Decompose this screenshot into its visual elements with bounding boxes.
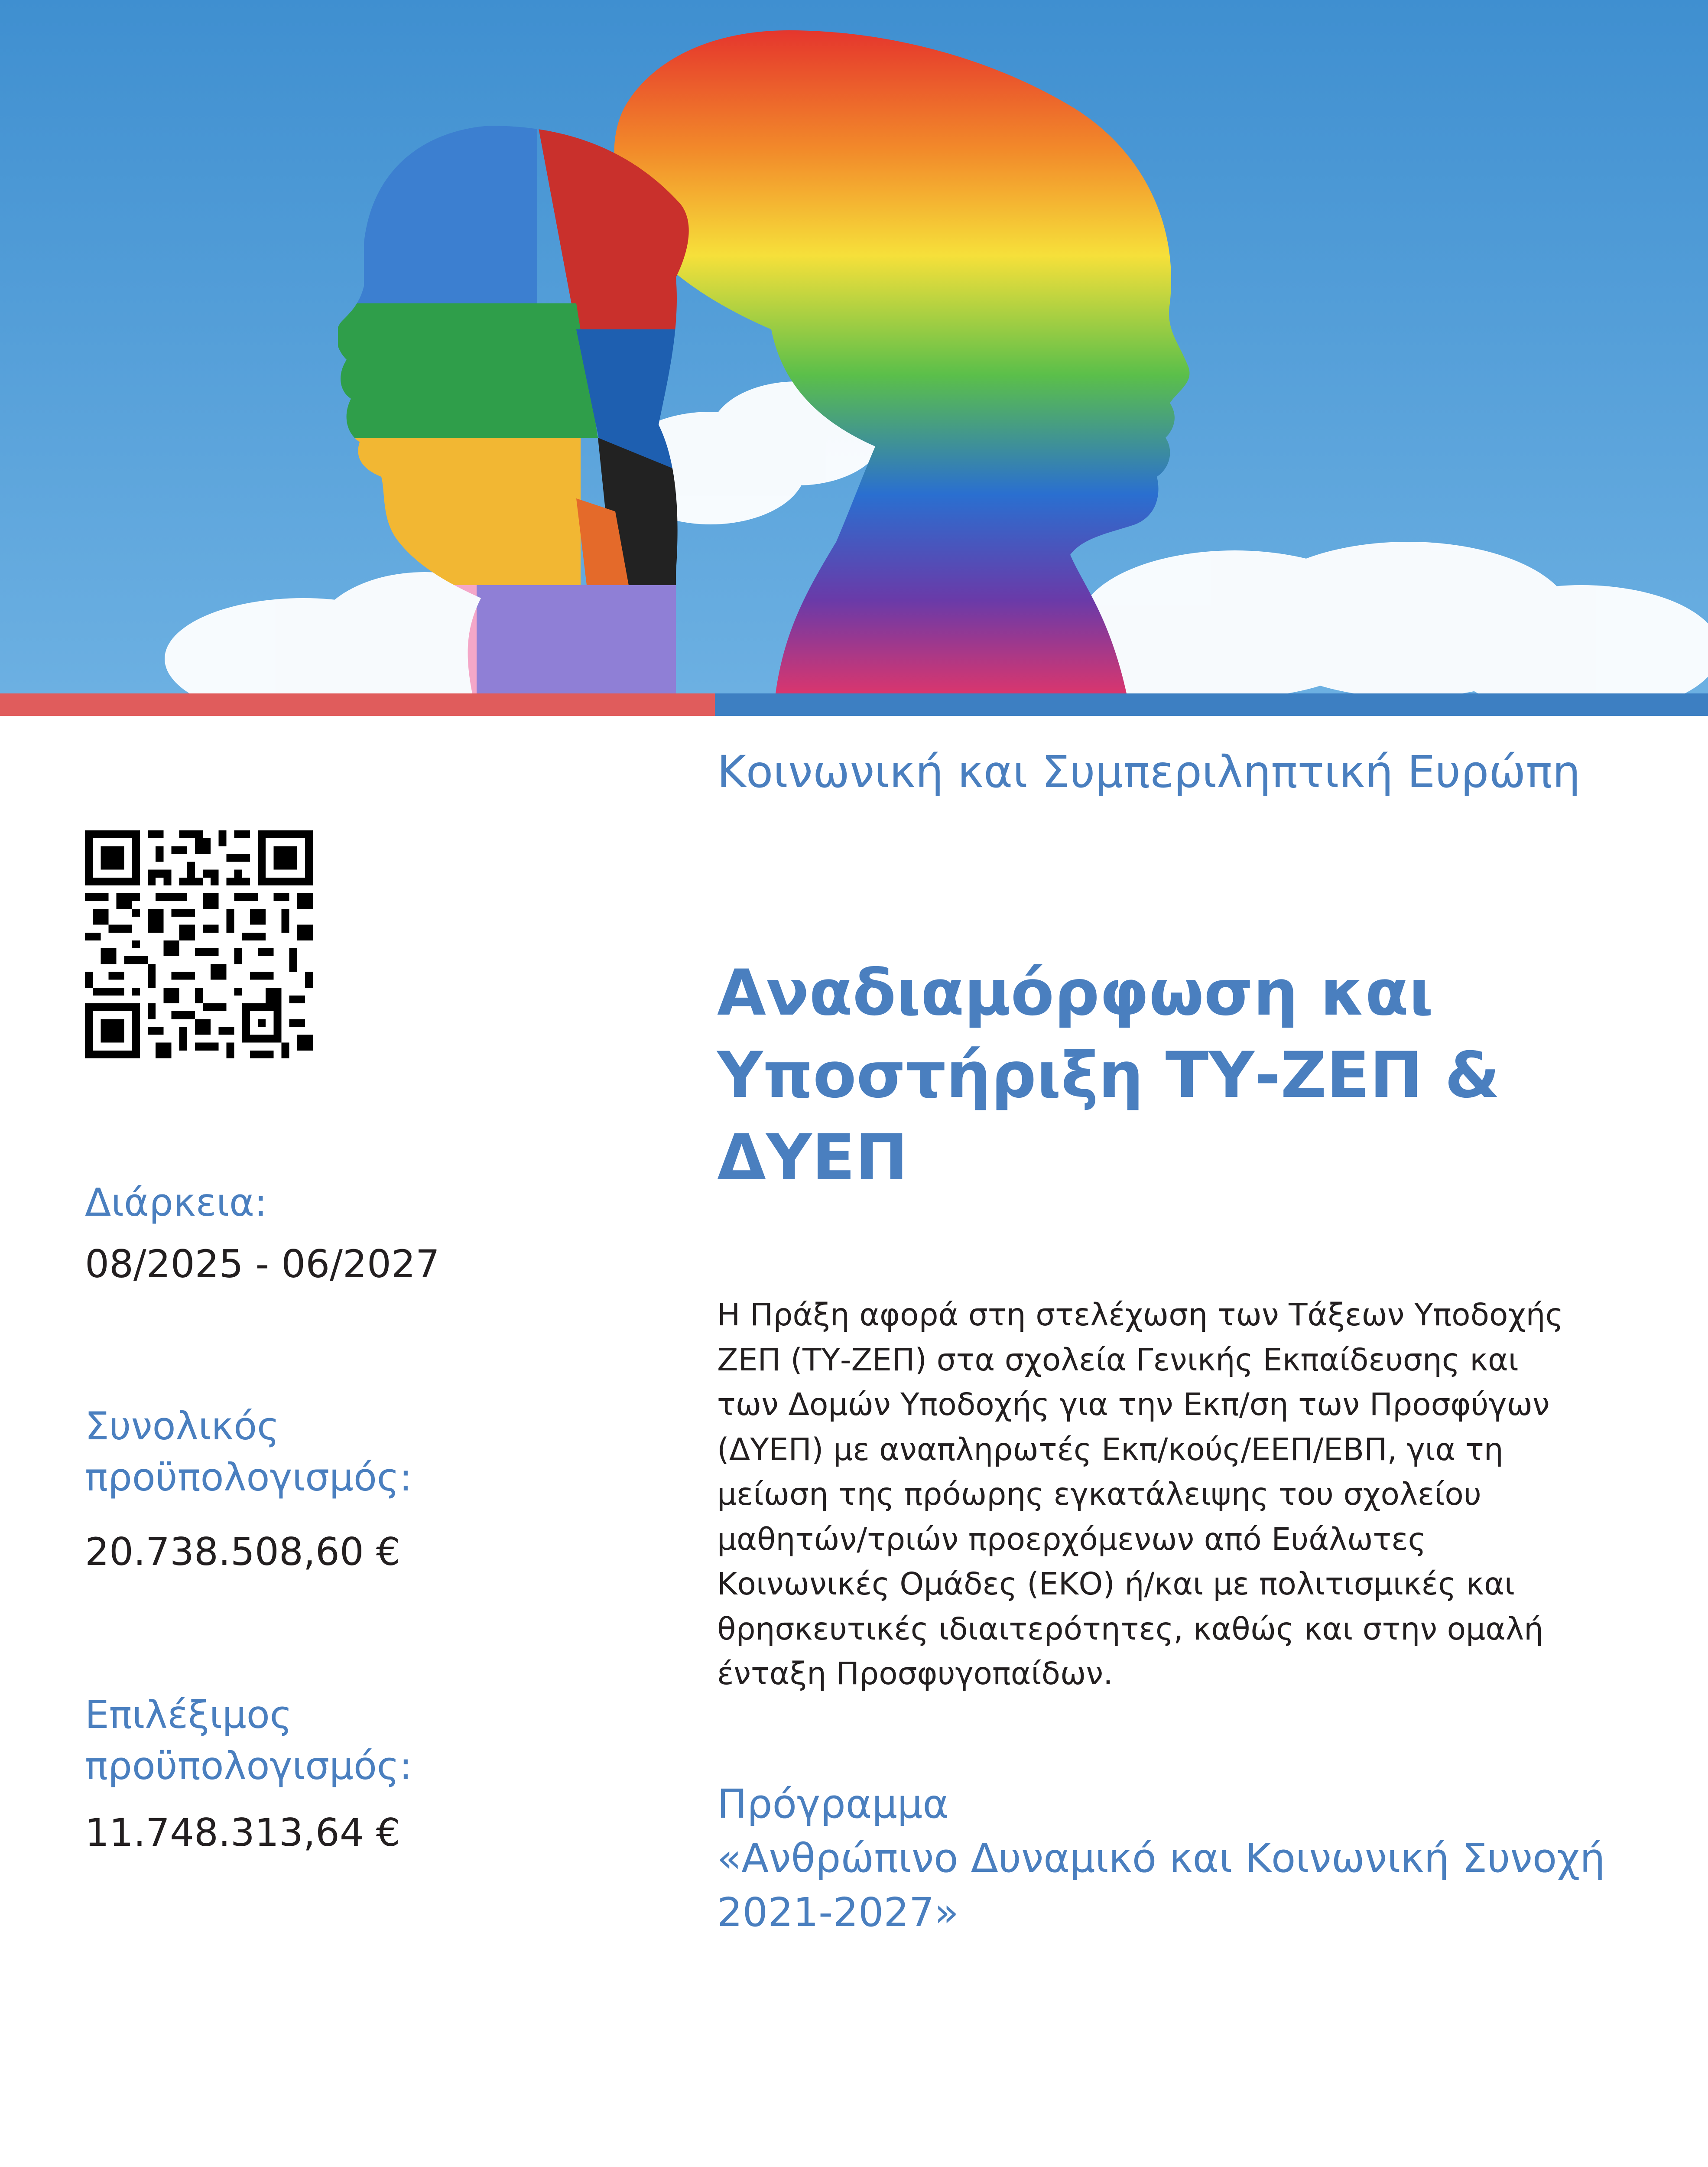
duration-value: 08/2025 - 06/2027 (85, 1242, 440, 1286)
duration-label: Διάρκεια: (85, 1180, 267, 1225)
stripe-blue-segment (715, 693, 1708, 716)
programme-label: Πρόγραμμα (717, 1781, 949, 1827)
category-heading: Κοινωνική και Συμπεριληπτική Ευρώπη (717, 746, 1581, 798)
banner-image (0, 0, 1708, 693)
eligible-budget-label: Επιλέξιμος προϋπολογισμός: (85, 1692, 412, 1788)
project-description: Η Πράξη αφορά στη στελέχωση των Τάξεων Υποδοχής ΖΕΠ (ΤΥ-ΖΕΠ) στα σχολεία Γενικής Εκπαίδευσης και των Δομών Υποδοχής για την Εκπ/ση των Προσφύγων (ΔΥΕΠ) με αναπληρωτές Εκπ/κούς/ΕΕΠ/ΕΒΠ, για τη μείωση της πρόωρης εγκατάλειψης του σχολείου μαθητών/τριών προερχόμενων από Ευάλωτες Κοινωνικές Ομάδες (ΕΚΟ) ή/και με πολιτισμικές και θρησκευτικές ιδιαιτερότητες, καθώς και στην ομαλή ένταξη Προσφυγοπαίδων. (717, 1297, 1564, 1692)
top-color-stripe (0, 693, 1708, 716)
project-title: Αναδιαμόρφωση και Υποστήριξη ΤΥ-ΖΕΠ & ΔΥΕΠ (717, 956, 1500, 1194)
programme-block (717, 1777, 1627, 1939)
programme-name: «Ανθρώπινο Δυναμικό και Κοινωνική Συνοχή 2021-2027» (717, 1835, 1605, 1936)
total-budget-value: 20.738.508,60 € (85, 1529, 400, 1574)
stripe-red-segment (0, 693, 715, 716)
qr-code[interactable] (85, 830, 313, 1058)
silhouettes-illustration (0, 0, 1708, 693)
total-budget-label: Συνολικός προϋπολογισμός: (85, 1404, 412, 1500)
eligible-budget-value: 11.748.313,64 € (85, 1810, 400, 1855)
